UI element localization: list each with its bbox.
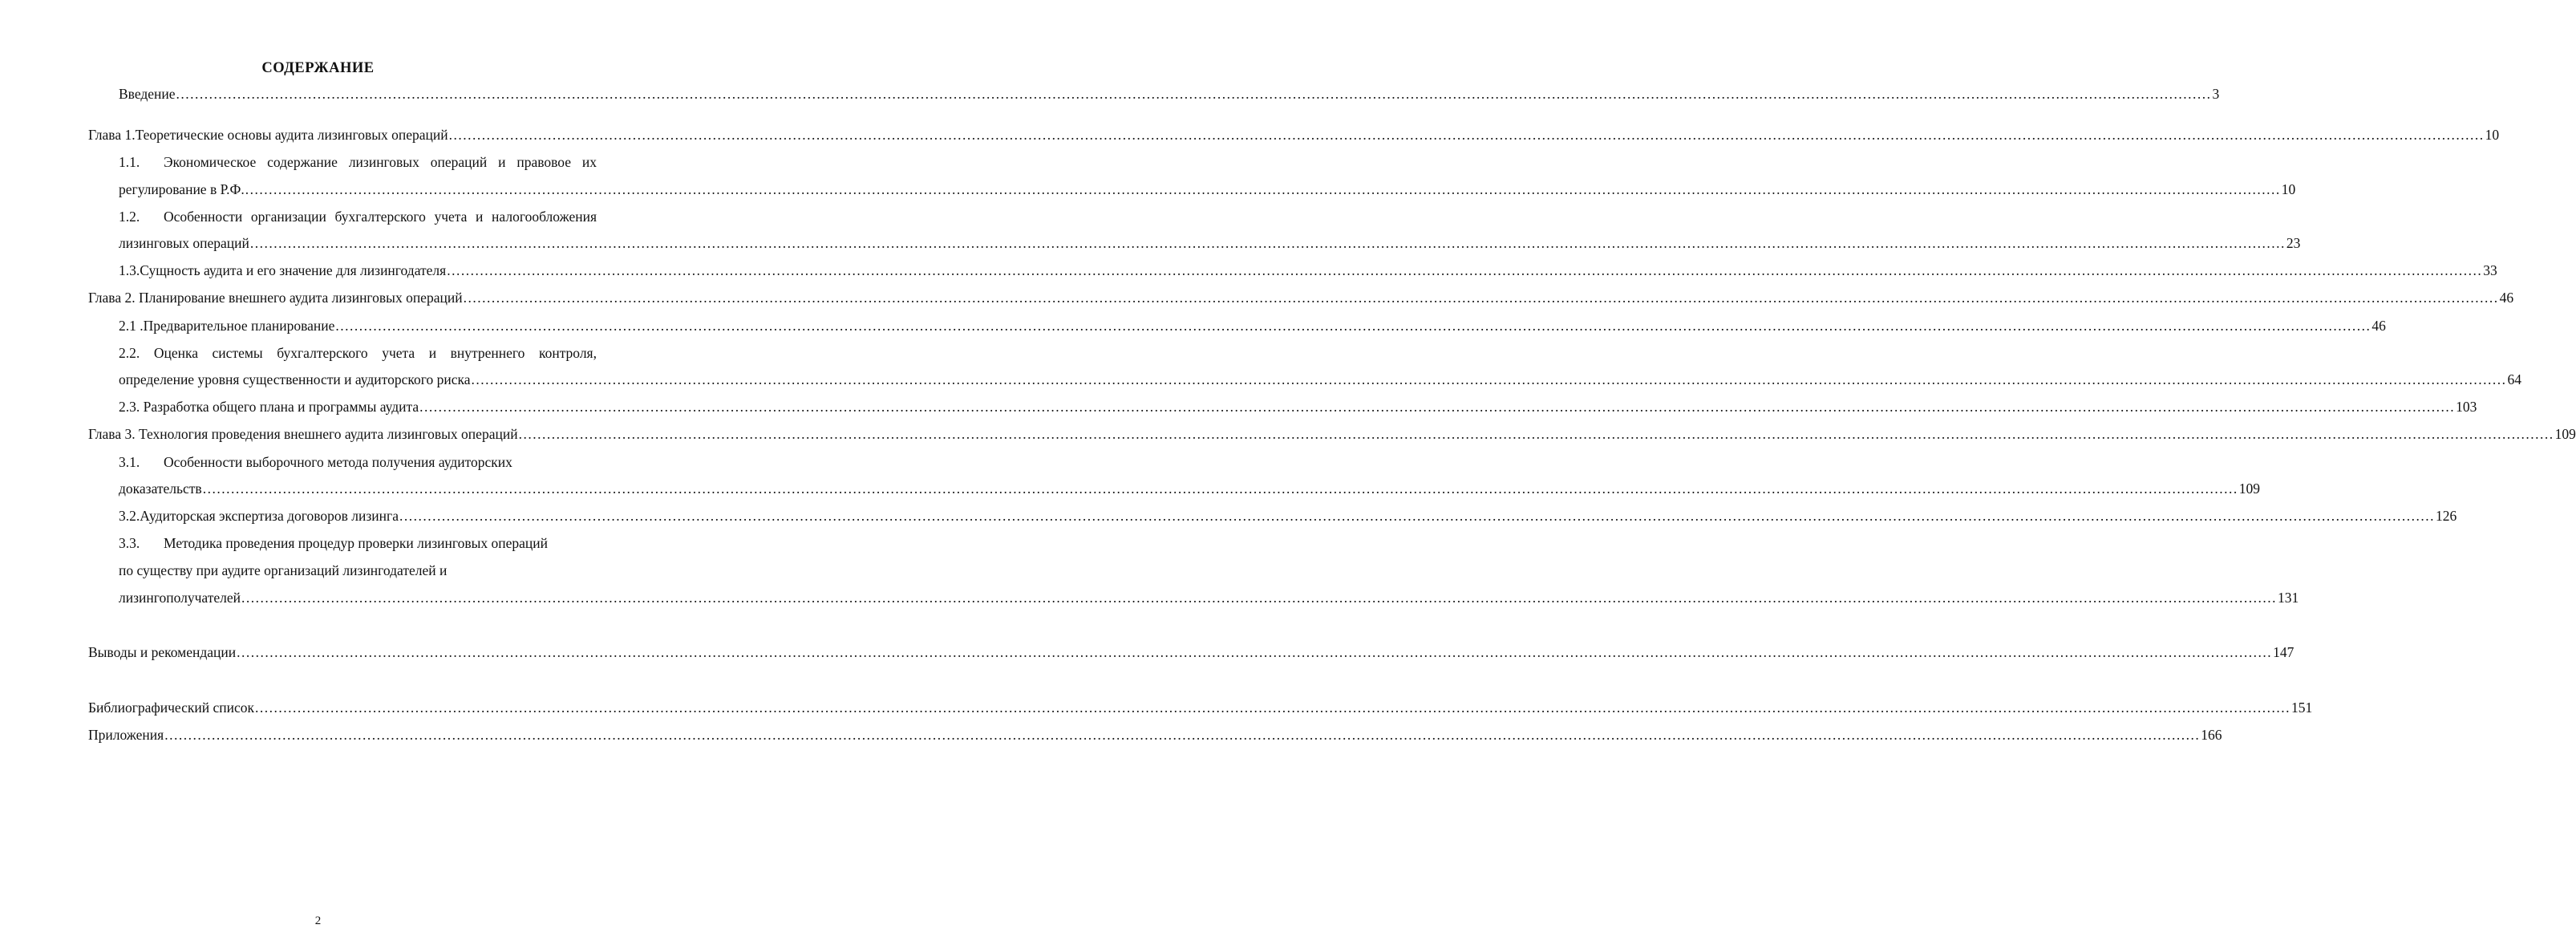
- toc-leader-dots: [335, 317, 2371, 335]
- toc-section-number: 3.3.: [119, 535, 140, 551]
- toc-entry-3-2[interactable]: [119, 507, 2457, 525]
- toc-entry-text: Аудиторская экспертиза договоров лизинга: [140, 508, 399, 524]
- toc-page-number: 10: [2281, 181, 2296, 197]
- toc-entry-text: Введение: [119, 86, 176, 102]
- toc-page-number: 46: [2371, 318, 2386, 334]
- toc-entry-2-1[interactable]: [119, 317, 2386, 335]
- toc-entry-2-2-line2[interactable]: [119, 371, 2521, 388]
- toc-page-number: 33: [2483, 262, 2497, 278]
- toc-entry-chapter-2[interactable]: [88, 289, 2514, 306]
- toc-entry-text: Экономическое содержание лизинговых операций и правовое их: [164, 154, 597, 170]
- toc-leader-dots: [449, 126, 2485, 144]
- toc-entry-chapter-3[interactable]: [88, 425, 2576, 443]
- toc-entry-text: Приложения: [88, 727, 164, 743]
- toc-entry-intro[interactable]: [119, 85, 2220, 103]
- toc-entry-text: лизингополучателей: [119, 590, 241, 606]
- toc-page-number: 3: [2212, 86, 2220, 102]
- toc-leader-dots: [519, 425, 2554, 443]
- toc-entry-bibliography[interactable]: [88, 699, 2313, 716]
- toc-leader-dots: [255, 699, 2290, 716]
- toc-entry-text: Особенности выборочного метода получения аудиторских: [164, 454, 512, 470]
- toc-leader-dots: [164, 726, 2200, 744]
- toc-entry-text: доказательств: [119, 481, 202, 497]
- toc-leader-dots: [245, 180, 2281, 198]
- toc-entry-text: определение уровня существенности и аудиторского риска: [119, 371, 471, 387]
- toc-entry-1-2-line2[interactable]: [119, 234, 2301, 252]
- toc-entry-3-3-line1[interactable]: [119, 534, 548, 552]
- toc-entry-text: Выводы и рекомендации: [88, 644, 237, 660]
- toc-entry-3-1-line1[interactable]: [119, 453, 512, 471]
- toc-page-number: 126: [2435, 508, 2457, 524]
- toc-entry-text: 2.3. Разработка общего плана и программы аудита: [119, 399, 419, 415]
- toc-page-number: 103: [2456, 399, 2477, 415]
- toc-leader-dots: [464, 289, 2499, 306]
- toc-entry-1-1-line2[interactable]: [119, 180, 2296, 198]
- toc-entry-text: 2.1 .Предварительное планирование: [119, 318, 335, 334]
- toc-entry-text: Глава 1.Теоретические основы аудита лизинговых операций: [88, 127, 448, 143]
- toc-page-number: 23: [2286, 235, 2301, 251]
- toc-leader-dots: [203, 480, 2238, 497]
- toc-page-number: 10: [2485, 127, 2500, 143]
- toc-leader-dots: [241, 589, 2277, 606]
- toc-entry-3-1-line2[interactable]: [119, 480, 2260, 497]
- toc-leader-dots: [419, 398, 2455, 416]
- toc-entry-text: регулирование в Р.Ф.: [119, 181, 245, 197]
- toc-entry-2-2-line1[interactable]: 2.2. Оценка системы бухгалтерского учета и внутреннего контроля,: [119, 345, 597, 361]
- toc-entry-1-2-line1[interactable]: [119, 208, 597, 225]
- toc-leader-dots: [447, 262, 2482, 279]
- toc-section-number: 3.1.: [119, 454, 140, 470]
- toc-entry-1-3[interactable]: [119, 262, 2497, 279]
- toc-entry-appendices[interactable]: [88, 726, 2222, 744]
- toc-page-number: 151: [2291, 700, 2313, 716]
- toc-entry-conclusions[interactable]: [88, 643, 2295, 661]
- page-title: СОДЕРЖАНИЕ: [261, 60, 375, 76]
- toc-entry-3-3-line3[interactable]: [119, 589, 2299, 606]
- toc-page-number: 46: [2499, 290, 2514, 306]
- toc-leader-dots: [399, 507, 2435, 525]
- page-number: 2: [314, 915, 322, 927]
- toc-entry-text: Глава 3. Технология проведения внешнего аудита лизинговых операций: [88, 426, 518, 442]
- toc-entry-text: Методика проведения процедур проверки лизинговых операций: [164, 535, 549, 551]
- toc-entry-2-3[interactable]: [119, 398, 2477, 416]
- toc-page-number: 109: [2554, 426, 2576, 442]
- toc-entry-3-3-line2[interactable]: по существу при аудите организаций лизингодателей и: [119, 562, 448, 578]
- toc-section-number: 3.2.: [119, 508, 140, 524]
- toc-entry-text: Особенности организации бухгалтерского учета и налогообложения: [164, 209, 597, 225]
- toc-page-number: 166: [2201, 727, 2222, 743]
- toc-entry-text: 1.3.Сущность аудита и его значение для лизингодателя: [119, 262, 447, 278]
- toc-section-number: 1.2.: [119, 209, 140, 225]
- toc-entry-text: лизинговых операций: [119, 235, 249, 251]
- toc-page-number: 64: [2507, 371, 2521, 387]
- toc-leader-dots: [176, 85, 2212, 103]
- toc-leader-dots: [250, 234, 2286, 252]
- toc-entry-body: [140, 507, 2457, 525]
- toc-leader-dots: [237, 643, 2272, 661]
- toc-leader-dots: [471, 371, 2506, 388]
- toc-section-number: 1.1.: [119, 154, 140, 170]
- toc-entry-text: Глава 2. Планирование внешнего аудита лизинговых операций: [88, 290, 463, 306]
- toc-entry-1-1-line1[interactable]: [119, 153, 597, 171]
- toc-entry-text: Библиографический список: [88, 700, 255, 716]
- toc-page-number: 109: [2238, 481, 2260, 497]
- toc-page-number: 147: [2273, 644, 2295, 660]
- toc-entry-chapter-1[interactable]: [88, 126, 2500, 144]
- toc-page-number: 131: [2278, 590, 2299, 606]
